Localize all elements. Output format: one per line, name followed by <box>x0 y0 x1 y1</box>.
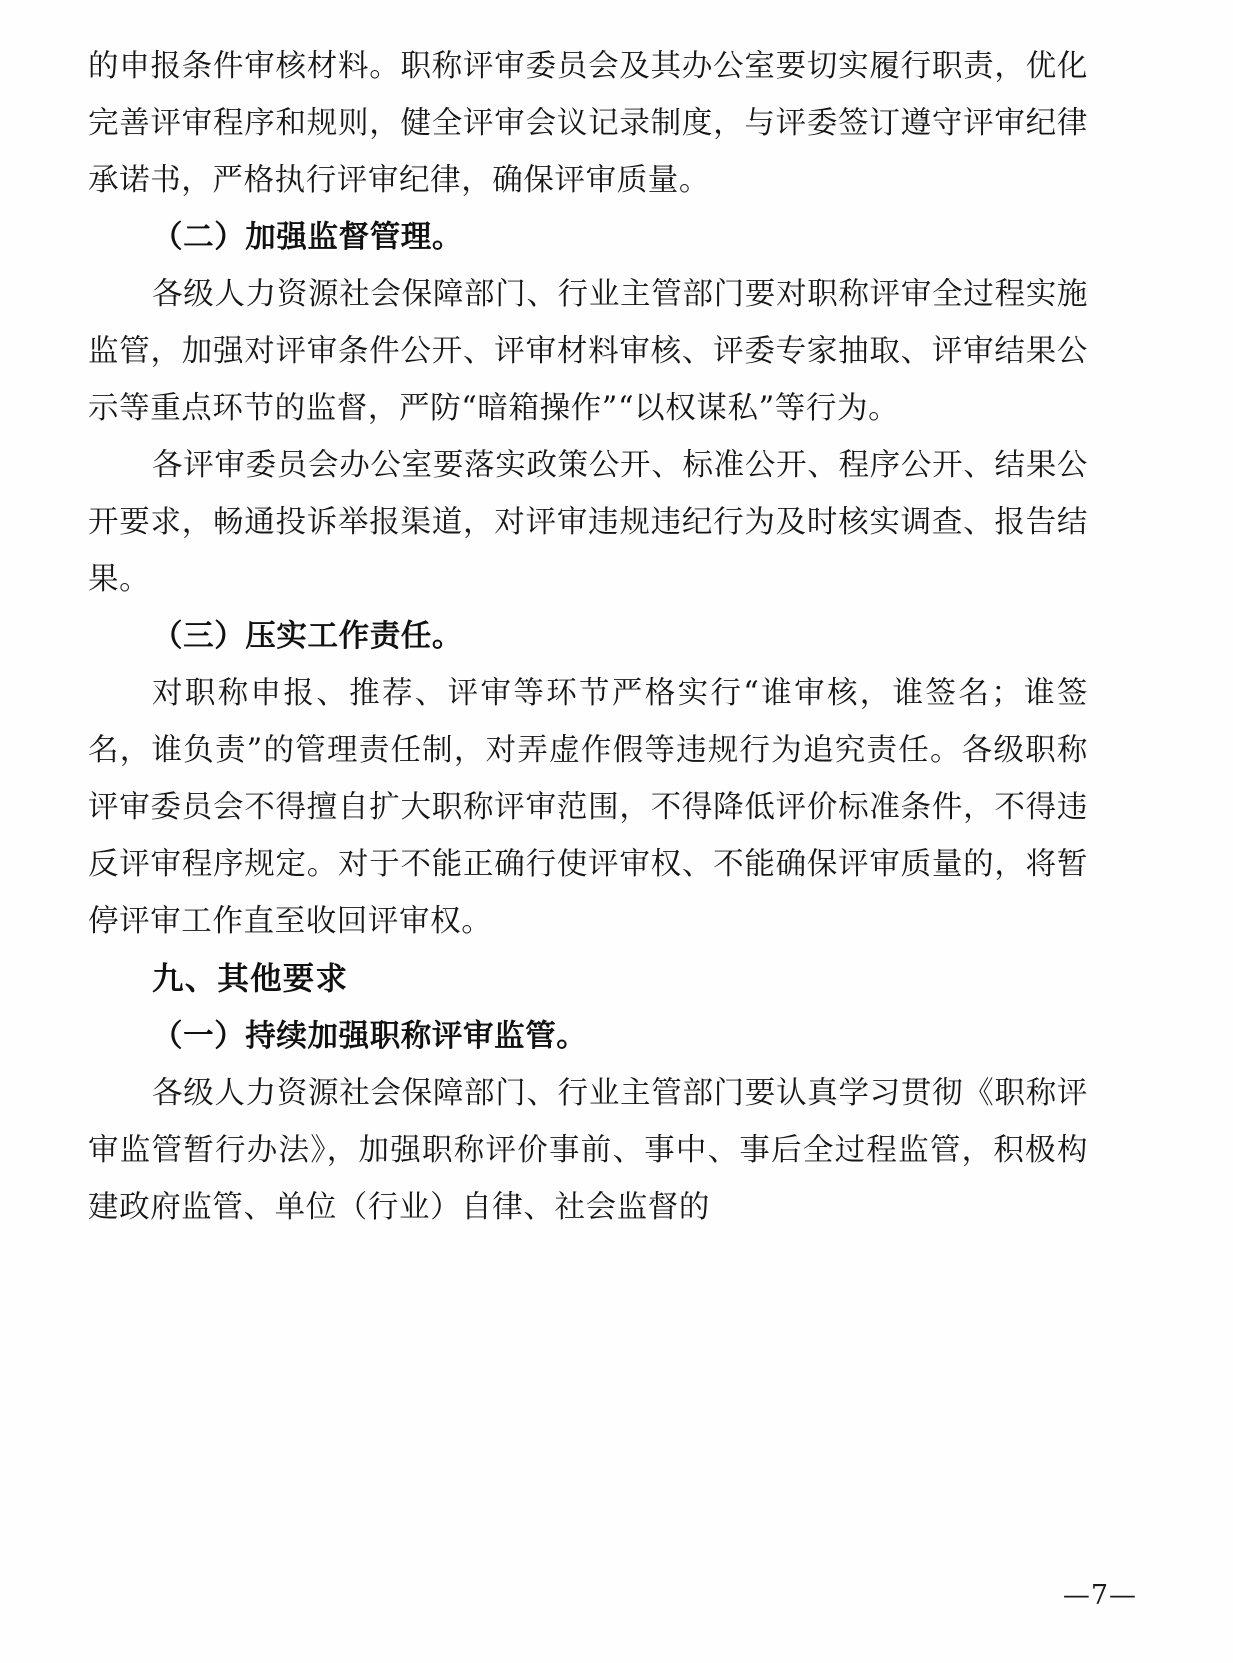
heading-section-3: （三）压实工作责任。 <box>152 618 463 654</box>
paragraph-responsibility-system: 对职称申报、推荐、评审等环节严格实行“谁审核，谁签名；谁签名，谁负责”的管理责任制，对弄虚作假等违规行为追究责任。各级职称评审委员会不得擅自扩大职称评审范围，不得降低评价标准条件，不得违反评审程序规定。对于不能正确行使评审权、不能确保评审质量的，将暂停评审工作直至收回评审权。 <box>88 676 1088 939</box>
paragraph-supervision-scope: 各级人力资源社会保障部门、行业主管部门要对职称评审全过程实施监管，加强对评审条件公开、评审材料审核、评委专家抽取、评审结果公示等重点环节的监督，严防“暗箱操作”“以权谋私”等行为。 <box>88 277 1088 426</box>
paragraph-continued: 的申报条件审核材料。职称评审委员会及其办公室要切实履行职责，优化完善评审程序和规则，健全评审会议记录制度，与评委签订遵守评审纪律承诺书，严格执行评审纪律，确保评审质量。 <box>88 49 1088 198</box>
paragraph-disclosure-requirements: 各评审委员会办公室要落实政策公开、标准公开、程序公开、结果公开要求，畅通投诉举报渠道，对评审违规违纪行为及时核实调查、报告结果。 <box>88 448 1088 597</box>
heading-chapter-nine: 九、其他要求 <box>152 960 349 997</box>
page-number: —7— <box>1062 1580 1137 1611</box>
heading-section-2: （二）加强监督管理。 <box>152 219 463 255</box>
paragraph-ongoing-supervision: 各级人力资源社会保障部门、行业主管部门要认真学习贯彻《职称评审监管暂行办法》，加强职称评价事前、事中、事后全过程监管，积极构建政府监管、单位（行业）自律、社会监督的 <box>88 1076 1088 1225</box>
document-body <box>88 38 1088 1236</box>
heading-chapter-nine-item-1: （一）持续加强职称评审监管。 <box>152 1018 588 1054</box>
